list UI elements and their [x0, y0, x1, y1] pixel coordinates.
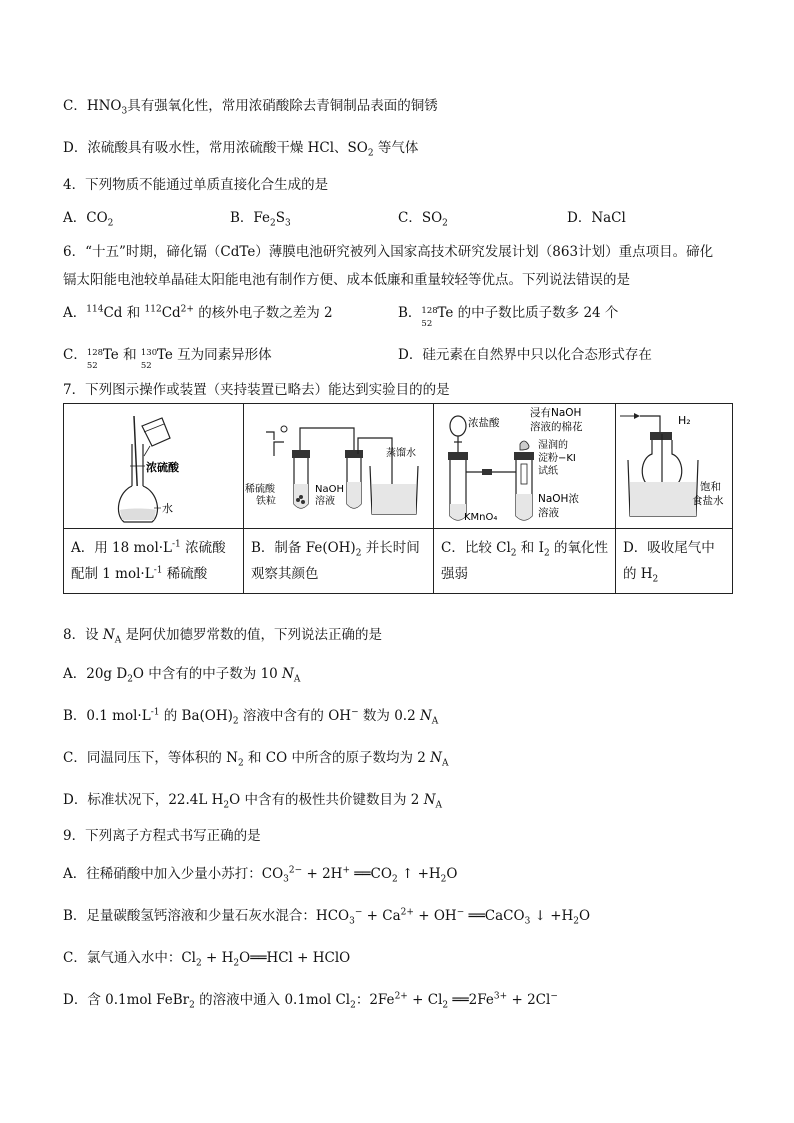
label-brine: 食盐水 — [691, 495, 724, 507]
gas-absorption-apparatus-diagram — [616, 404, 732, 528]
q7-figure-d — [615, 404, 732, 529]
q9-option-d: D．含 0.1mol FeBr$_2$ 的溶液中通入 0.1mol $Cl_2$：$2Fe^{2+} + Cl_2$ $══2Fe^{3+} + 2Cl^-$ — [63, 991, 558, 1011]
label-conc-sulfuric-acid: 浓硫酸 — [146, 461, 179, 474]
q4-option-d: D．NaCl — [567, 210, 626, 226]
q7-caption-d: D．吸收尾气中 的 $H_2$ — [615, 529, 732, 594]
q4-stem: 4．下列物质不能通过单质直接化合生成的是 — [63, 177, 329, 193]
q6-stem-line1: 6．“十五”时期，碲化镉（CdTe）薄膜电池研究被列入国家高技术研究发展计划（863计划）重点项目。碲化 — [63, 244, 714, 260]
q4-option-c: C．$SO_2$ — [398, 210, 448, 229]
q6-option-d: D．硅元素在自然界中只以化合态形式存在 — [398, 347, 652, 363]
label-h2: H₂ — [677, 414, 691, 427]
q7-figure-b — [244, 404, 434, 529]
q7-caption-c: C．比较 $Cl_2$ 和 $I_2$ 的氧化性 强弱 — [434, 529, 616, 594]
q7-caption-b: B．制备 $Fe(OH)_2$ 并长时间 观察其颜色 — [244, 529, 434, 594]
q6-option-a: A．$^{114}$Cd 和 $^{112}Cd^{2+}$ 的核外电子数之差为 2 — [63, 304, 333, 321]
q7-figure-a — [64, 404, 244, 529]
label-moist: 湿润的 — [538, 440, 568, 451]
label-cotton: 溶液的棉花 — [530, 421, 583, 433]
q9-option-b: B．足量碳酸氢钙溶液和少量石灰水混合：$HCO_3^- + Ca^{2+} + OH^-$ ══CaCO$_3$ ↓ $+H_2O$ — [63, 907, 591, 927]
q6-stem-line2: 镉太阳能电池较单晶硅太阳能电池有制作方便、成本低廉和重量较轻等优点。下列说法错误的是 — [63, 272, 630, 288]
q4-option-a: A．$CO_2$ — [63, 210, 114, 229]
q9-stem: 9．下列离子方程式书写正确的是 — [63, 828, 261, 844]
q8-option-b: B．0.1 $mol\cdot L^{-1}$ 的 $Ba(OH)_2$ 溶液中含有的 OH− 数为 0.2 $N_A$ — [63, 707, 439, 727]
label-kmno4: KMnO₄ — [464, 512, 498, 523]
label-saturated: 饱和 — [699, 481, 721, 493]
label-test-paper: 试纸 — [538, 466, 558, 477]
label-naoh: NaOH — [315, 484, 344, 495]
q6-option-c: C． 128 52 Te 和 130 52 Te 互为同素异形体 — [63, 347, 272, 371]
q3-option-d: D．浓硫酸具有吸水性，常用浓硫酸干燥 HCl、$SO_2$ 等气体 — [63, 140, 419, 159]
q8-option-c: C．同温同压下，等体积的 $N_2$ 和 CO 中所含的原子数均为 2 $N_A$ — [63, 750, 449, 769]
q7-table — [63, 403, 733, 594]
q8-option-d: D．标准状况下，22.4L $H_2O$ 中含有的极性共价键数目为 2 $N_A$ — [63, 792, 442, 811]
q8-option-a: A．20g $D_2O$ 中含有的中子数为 10 $N_A$ — [63, 666, 301, 685]
label-solution: 溶液 — [315, 496, 335, 507]
label-water: 水 — [162, 502, 173, 515]
q4-option-b: B．$Fe_2S_3$ — [230, 210, 291, 229]
q7-figure-c — [434, 404, 616, 529]
q3-option-c: C．$HNO_3$具有强氧化性，常用浓硝酸除去青铜制品表面的铜锈 — [63, 98, 438, 117]
label-dilute-sulfuric-acid: 稀硫酸 — [245, 484, 275, 495]
label-naoh-soaked: 浸有NaOH — [530, 407, 582, 419]
q7-stem: 7．下列图示操作或装置（夹持装置已略去）能达到实验目的的是 — [63, 382, 450, 398]
q9-option-c: C．氯气通入水中：$Cl_2$ + $H_2O══HCl$ + HClO — [63, 950, 351, 969]
q6-option-b: B． 128 52 Te 的中子数比质子数多 24 个 — [398, 305, 619, 329]
chlorine-iodine-apparatus-diagram — [434, 404, 612, 528]
q8-stem: 8．设 $N_A$ 是阿伏加德罗常数的值，下列说法正确的是 — [63, 627, 382, 646]
q9-option-a: A．往稀硝酸中加入少量小苏打：$CO_3^{2-} + 2H^+$ $══CO_2$ ↑ $+H_2O$ — [63, 865, 458, 885]
volumetric-flask-diagram — [64, 404, 243, 528]
label-iron-granules: 铁粒 — [256, 496, 276, 507]
q7-caption-a: A．用 18 $mol\cdot L^{-1}$ 浓硫酸 配制 1 $mol\cdot L^{-1}$ 稀硫酸 — [64, 529, 244, 594]
label-conc-hydrochloric-acid: 浓盐酸 — [468, 417, 500, 429]
label-conc-naoh: NaOH浓 — [538, 493, 579, 505]
label-distilled-water: 蒸馏水 — [386, 448, 416, 459]
ferrous-hydroxide-apparatus-diagram — [244, 404, 433, 528]
label-naoh-solution: 溶液 — [538, 507, 559, 519]
label-starch-ki: 淀粉−KI — [538, 453, 576, 464]
